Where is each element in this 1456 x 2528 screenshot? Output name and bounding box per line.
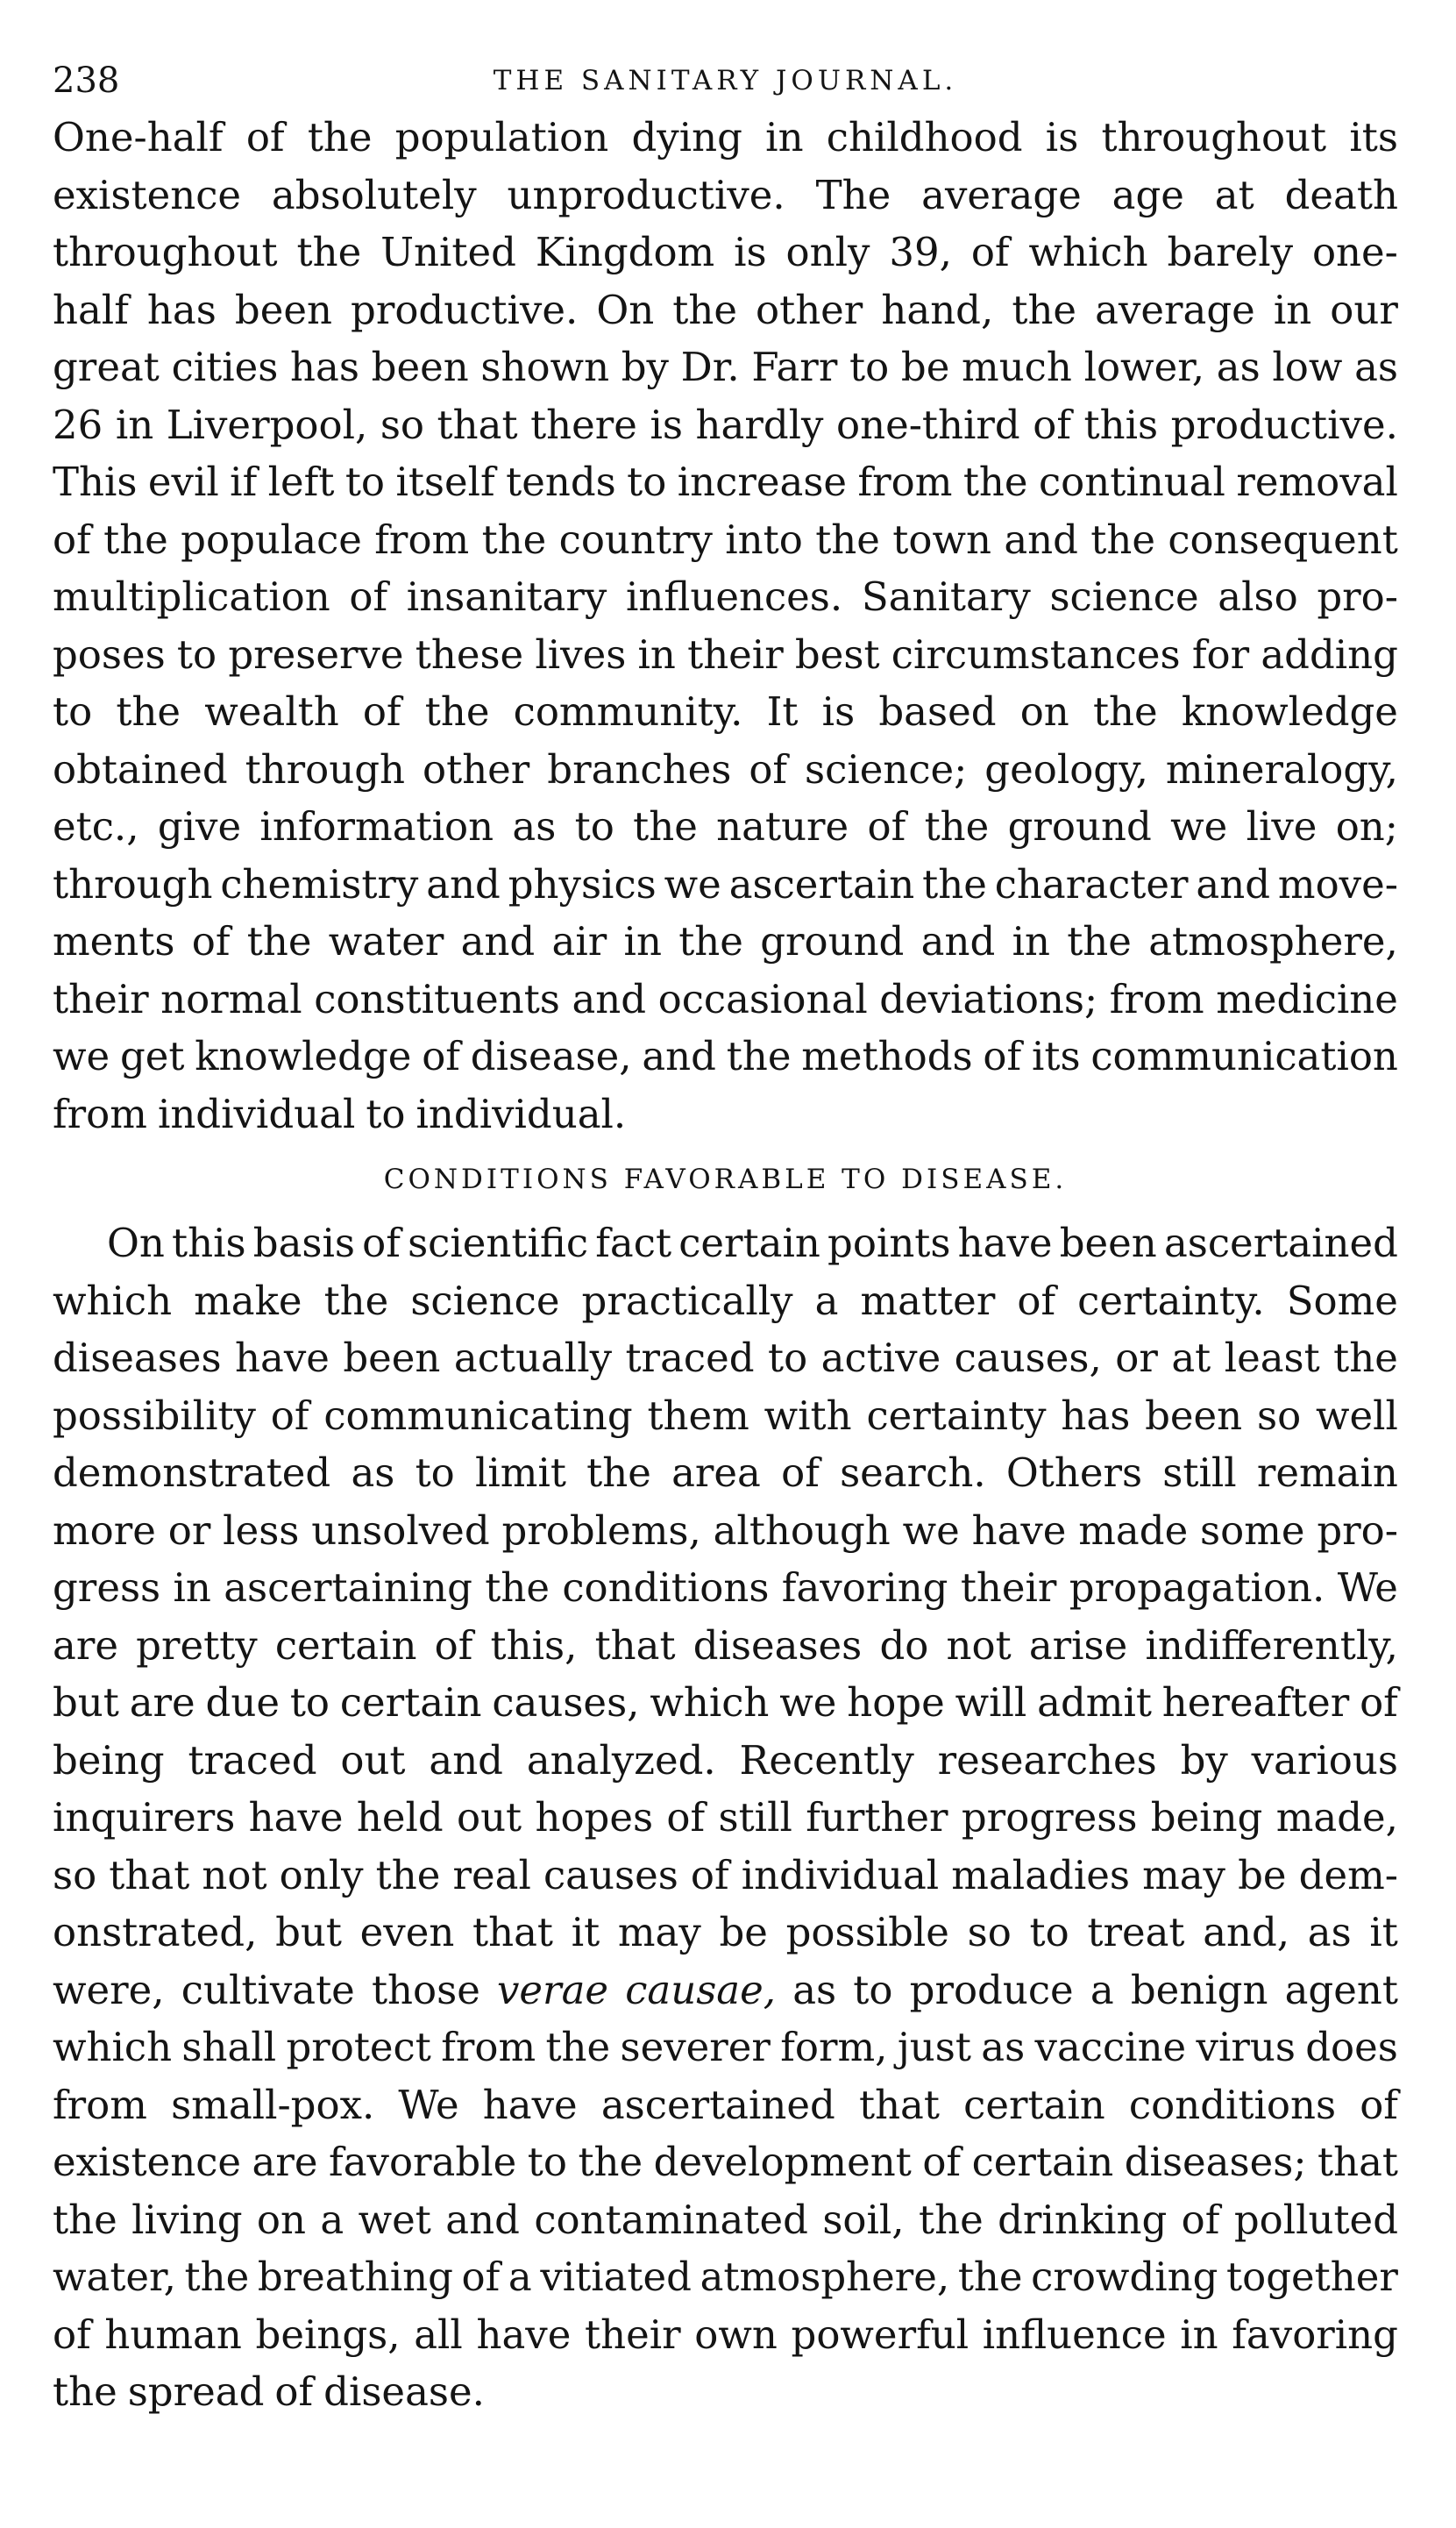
text-line: from small-pox. We have ascertained that certain conditions of [53,2081,1398,2128]
text-line: existence absolutely unproductive. The average age at death [53,171,1398,218]
text-line: existence are favorable to the development of certain diseases; that [53,2139,1398,2185]
text-line: On this basis of scientific fact certain points have been ascertained [107,1220,1398,1266]
text-line: to the wealth of the community. It is based on the knowledge [53,688,1398,735]
page-number: 238 [53,61,120,101]
paragraph-conditions [53,1214,1398,2421]
text-line: onstrated, but even that it may be possible so to treat and, as it [53,1909,1398,1955]
text-line: ments of the water and air in the ground and in the atmosphere, [53,918,1398,965]
text-line: obtained through other branches of science; geology, mineralogy, [53,745,1398,793]
text-line: but are due to certain causes, which we hope will admit hereafter of [53,1679,1398,1726]
journal-page [53,53,1398,2421]
text-line: throughout the United Kingdom is only 39, of which barely one- [53,229,1398,275]
text-line: diseases have been actually traced to active causes, or at least the [53,1335,1398,1381]
text-line: possibility of communicating them with certainty has been so well [53,1392,1398,1439]
text-line: were, cultivate those verae causae, as to produce a benign agent [53,1966,1398,2013]
text-line: so that not only the real causes of individual maladies may be dem- [53,1851,1398,1898]
text-line: half has been productive. On the other hand, the average in our [53,286,1398,333]
journal-title: THE SANITARY JOURNAL. [493,65,958,96]
text-line: inquirers have held out hopes of still further progress being made, [53,1794,1398,1841]
text-line: their normal constituents and occasional deviations; from medicine [53,975,1398,1022]
text-line: This evil if left to itself tends to increase from the continual removal [53,459,1398,505]
text-line: the spread of disease. [53,2368,485,2415]
text-line: the living on a wet and contaminated soil, the drinking of polluted [53,2196,1398,2243]
text-line: being traced out and analyzed. Recently researches by various [53,1736,1398,1784]
text-line: great cities has been shown by Dr. Farr to be much lower, as low as [53,344,1398,390]
text-line: which make the science practically a matter of certainty. Some [53,1277,1398,1324]
text-line: poses to preserve these lives in their best circumstances for adding [53,630,1398,678]
text-line: demonstrated as to limit the area of search. Others still remain [53,1449,1398,1496]
text-line: of human beings, all have their own powerful influence in favoring [53,2311,1398,2358]
text-line: water, the breathing of a vitiated atmosphere, the crowding together [53,2254,1398,2300]
text-line: are pretty certain of this, that diseases do not arise indifferently, [53,1621,1398,1669]
text-line: through chemistry and physics we ascertain the character and move- [53,860,1398,908]
text-line: more or less unsolved problems, although we have made some pro- [53,1506,1398,1554]
text-line: gress in ascertaining the conditions favoring their propagation. We [53,1564,1398,1611]
text-line: from individual to individual. [53,1090,627,1137]
running-head [53,53,1398,109]
text-line: One-half of the population dying in childhood is throughout its [53,114,1398,160]
text-line: which shall protect from the severer form, just as vaccine virus does [53,2024,1398,2070]
text-line: we get knowledge of disease, and the methods of its communication [53,1033,1398,1079]
text-line: multiplication of insanitary influences. Sanitary science also pro- [53,573,1398,620]
text-line: of the populace from the country into the town and the consequent [53,516,1398,563]
section-heading: CONDITIONS FAVORABLE TO DISEASE. [383,1164,1068,1195]
text-line: 26 in Liverpool, so that there is hardly one-third of this productive. [53,401,1398,448]
paragraph-productivity [53,109,1398,1143]
text-line: etc., give information as to the nature of the ground we live on; [53,803,1398,850]
